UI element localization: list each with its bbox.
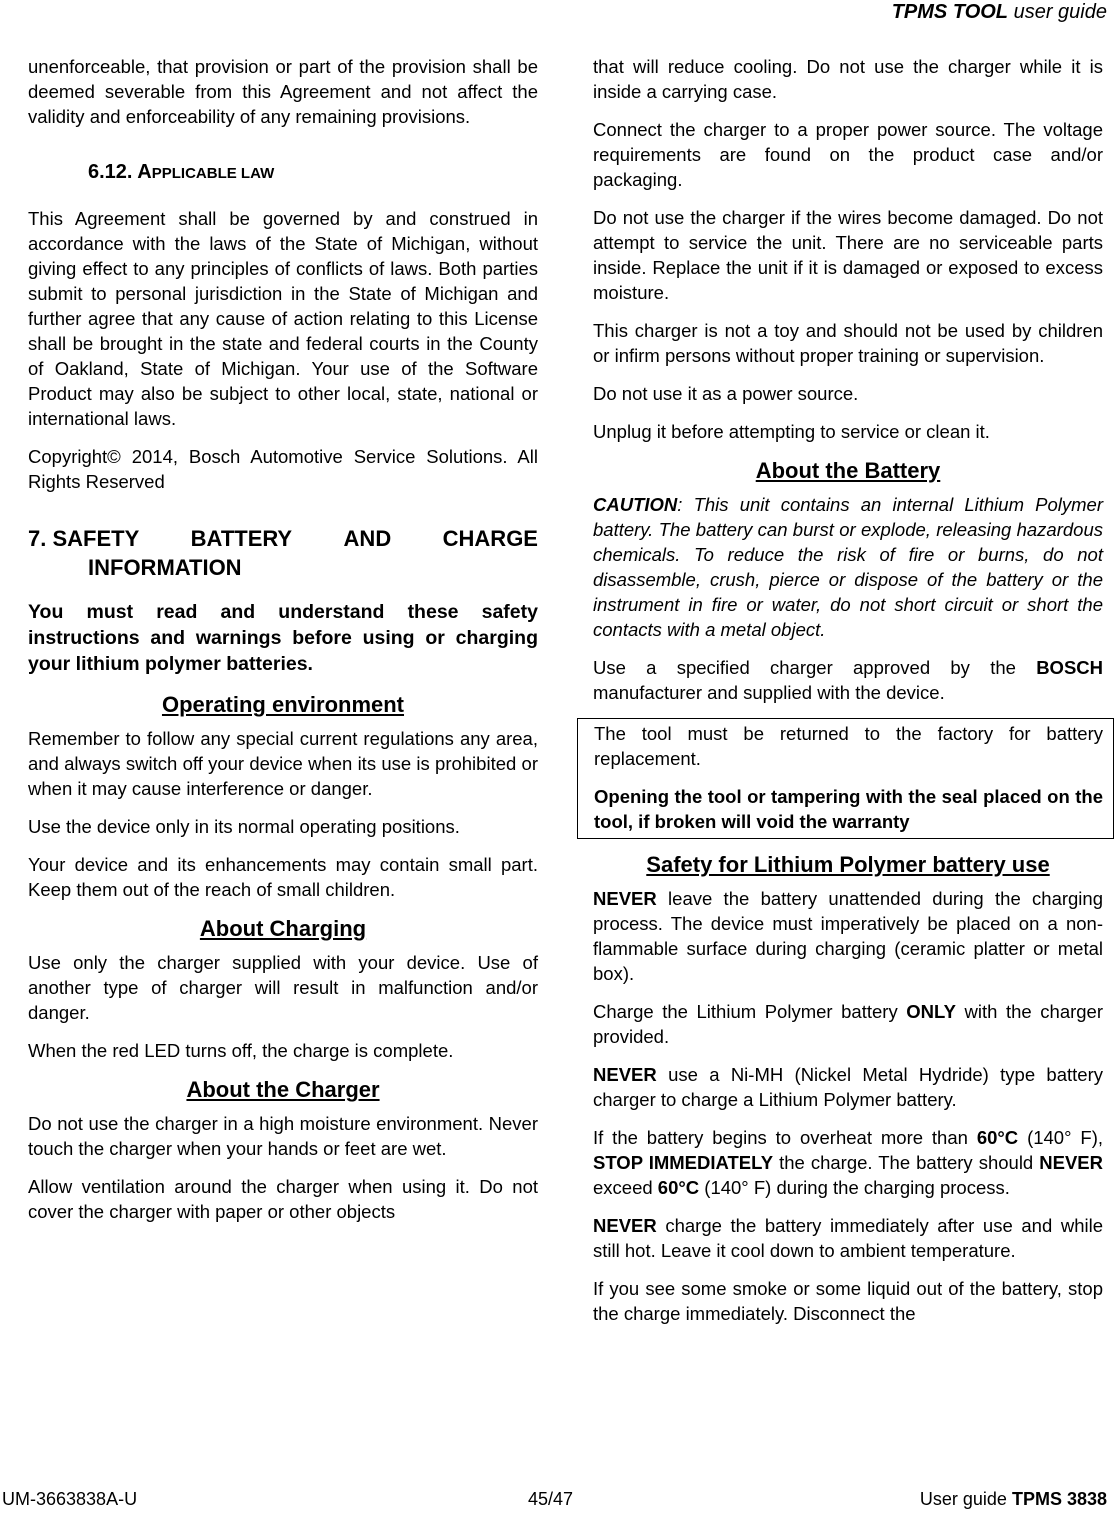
emphasis-never: NEVER <box>1039 1152 1103 1173</box>
paragraph-charger-cooling: that will reduce cooling. Do not use the charger while it is inside a carrying case. <box>593 56 1103 102</box>
footer-product-name: TPMS 3838 <box>1011 1489 1107 1509</box>
paragraph-charging-supplied: Use only the charger supplied with your device. Use of another type of charger will result in malfunction and/or danger. <box>28 952 538 1023</box>
text-run: the charge. The battery should <box>773 1152 1040 1173</box>
footer-page-number: 45/47 <box>528 1489 574 1509</box>
paragraph-op-positions: Use the device only in its normal operating positions. <box>28 816 460 837</box>
warranty-notice-box <box>577 718 1114 839</box>
paragraph-never-unattended <box>593 886 1103 986</box>
paragraph-charger-no-power-source: Do not use it as a power source. <box>593 383 859 404</box>
paragraph-smoke-liquid: If you see some smoke or some liquid out of the battery, stop the charge immediately. Disconnect the <box>593 1278 1103 1324</box>
brand-name: BOSCH <box>1036 657 1103 678</box>
paragraph-op-regulations: Remember to follow any special current regulations any area, and always switch off your device when its use is prohibited or when it may cause interference or danger. <box>28 728 538 799</box>
paragraph-must-read: You must read and understand these safety instructions and warnings before using or charging your lithium polymer batteries. <box>28 601 538 675</box>
chapter-heading-safety <box>28 524 538 582</box>
chapter-heading-word: AND <box>343 526 392 551</box>
subheading-about-charging: About Charging <box>199 916 367 941</box>
text-run: with the charger provided. <box>593 1001 1104 1047</box>
text-run: If the battery begins to overheat more than <box>593 1127 977 1148</box>
subheading-lithium-safety: Safety for Lithium Polymer battery use <box>646 852 1050 877</box>
left-column <box>28 54 538 1237</box>
chapter-heading-word: CHARGE <box>442 526 538 551</box>
paragraph-op-small-parts: Your device and its enhancements may contain small part. Keep them out of the reach of small children. <box>28 854 538 900</box>
text-run: leave the battery unattended during the charging process. The device must imperatively be placed on a non-flammable surface during charging (ceramic platter or metal box). <box>593 888 1103 984</box>
paragraph-only-provided-charger <box>593 999 1103 1049</box>
paragraph-charger-ventilation: Allow ventilation around the charger when using it. Do not cover the charger with paper or other objects <box>28 1176 538 1222</box>
emphasis-never: NEVER <box>593 1064 657 1085</box>
text-run: Charge the Lithium Polymer battery <box>593 1001 907 1022</box>
caution-label: CAUTION <box>593 494 678 515</box>
paragraph-severability: unenforceable, that provision or part of the provision shall be deemed severable from this Agreement and not affect the validity and enforceability of any remaining provisions. <box>28 56 538 127</box>
chapter-heading-word: 7. SAFETY <box>28 526 140 551</box>
paragraph-charger-moisture: Do not use the charger in a high moisture environment. Never touch the charger when your hands or feet are wet. <box>28 1113 538 1159</box>
text-run: exceed <box>593 1177 658 1198</box>
header-title-bold: TPMS TOOL <box>891 1 1009 23</box>
paragraph-governing-law: This Agreement shall be governed by and construed in accordance with the laws of the State of Michigan, without giving effect to any principles of conflicts of laws. Both parties submit to personal jurisdiction in the State of Michigan and further agree that any cause of action relating to this License shall be brought in the state and federal courts in the County of Oakland, State of Michigan. Your use of the Software Product may also be subject to other local, state, national or international laws. <box>28 208 538 429</box>
paragraph-charging-led: When the red LED turns off, the charge is complete. <box>28 1040 454 1061</box>
chapter-heading-line2: INFORMATION <box>88 555 242 580</box>
right-column <box>593 54 1103 1339</box>
emphasis-never: NEVER <box>593 888 657 909</box>
paragraph-never-hot <box>593 1213 1103 1263</box>
footer-document-id: UM-3663838A-U <box>2 1489 138 1509</box>
paragraph-charger-wires: Do not use the charger if the wires become damaged. Do not attempt to service the unit. There are no serviceable parts inside. Replace the unit if it is damaged or exposed to excess moisture. <box>593 207 1103 303</box>
caution-text: : This unit contains an internal Lithium Polymer battery. The battery can burst or explode, releasing hazardous chemicals. To reduce the risk of fire or burns, do not disassemble, crush, pierce or dispose of the battery or the instrument in fire or water, do not short circuit or short the contacts with a metal object. <box>593 494 1103 640</box>
subheading-about-charger: About the Charger <box>186 1077 380 1102</box>
footer-guide-title <box>920 1488 1107 1510</box>
text-run: manufacturer and supplied with the device. <box>593 682 945 703</box>
paragraph-charger-power-source: Connect the charger to a proper power source. The voltage requirements are found on the product case and/or packaging. <box>593 119 1103 190</box>
paragraph-copyright: Copyright© 2014, Bosch Automotive Service Solutions. All Rights Reserved <box>28 446 538 492</box>
paragraph-overheat <box>593 1125 1103 1200</box>
text-run: User guide <box>919 1489 1012 1509</box>
emphasis-stop: STOP IMMEDIATELY <box>593 1152 774 1173</box>
subheading-about-battery: About the Battery <box>755 458 941 483</box>
page-header-title <box>892 0 1107 24</box>
paragraph-factory-return: The tool must be returned to the factory for battery replacement. <box>594 723 1103 769</box>
section-heading-applicable-law <box>88 160 538 186</box>
chapter-heading-word: BATTERY <box>190 526 293 551</box>
text-run: Use a specified charger approved by the <box>593 657 1037 678</box>
paragraph-never-nimh <box>593 1062 1103 1112</box>
emphasis-only: ONLY <box>906 1001 956 1022</box>
text-run: charge the battery immediately after use and while still hot. Leave it cool down to ambient temperature. <box>593 1215 1103 1261</box>
text-run: use a Ni-MH (Nickel Metal Hydride) type battery charger to charge a Lithium Polymer battery. <box>593 1064 1103 1110</box>
emphasis-temp: 60°C <box>657 1177 700 1198</box>
paragraph-charger-not-toy: This charger is not a toy and should not be used by children or infirm persons without proper training or supervision. <box>593 320 1103 366</box>
paragraph-warranty-void: Opening the tool or tampering with the seal placed on the tool, if broken will void the warranty <box>594 786 1103 832</box>
section-number: 6.12. A <box>88 161 152 183</box>
section-title-smallcaps: PPLICABLE LAW <box>151 165 275 182</box>
text-run: (140° F) during the charging process. <box>699 1177 1010 1198</box>
paragraph-caution <box>593 492 1103 642</box>
text-run: (140° F), <box>1018 1127 1103 1148</box>
paragraph-charger-unplug: Unplug it before attempting to service or clean it. <box>593 421 990 442</box>
paragraph-specified-charger <box>593 655 1103 705</box>
subheading-operating-environment: Operating environment <box>161 692 405 717</box>
header-title-rest: user guide <box>1013 1 1107 23</box>
emphasis-never: NEVER <box>593 1215 657 1236</box>
emphasis-temp: 60°C <box>976 1127 1019 1148</box>
